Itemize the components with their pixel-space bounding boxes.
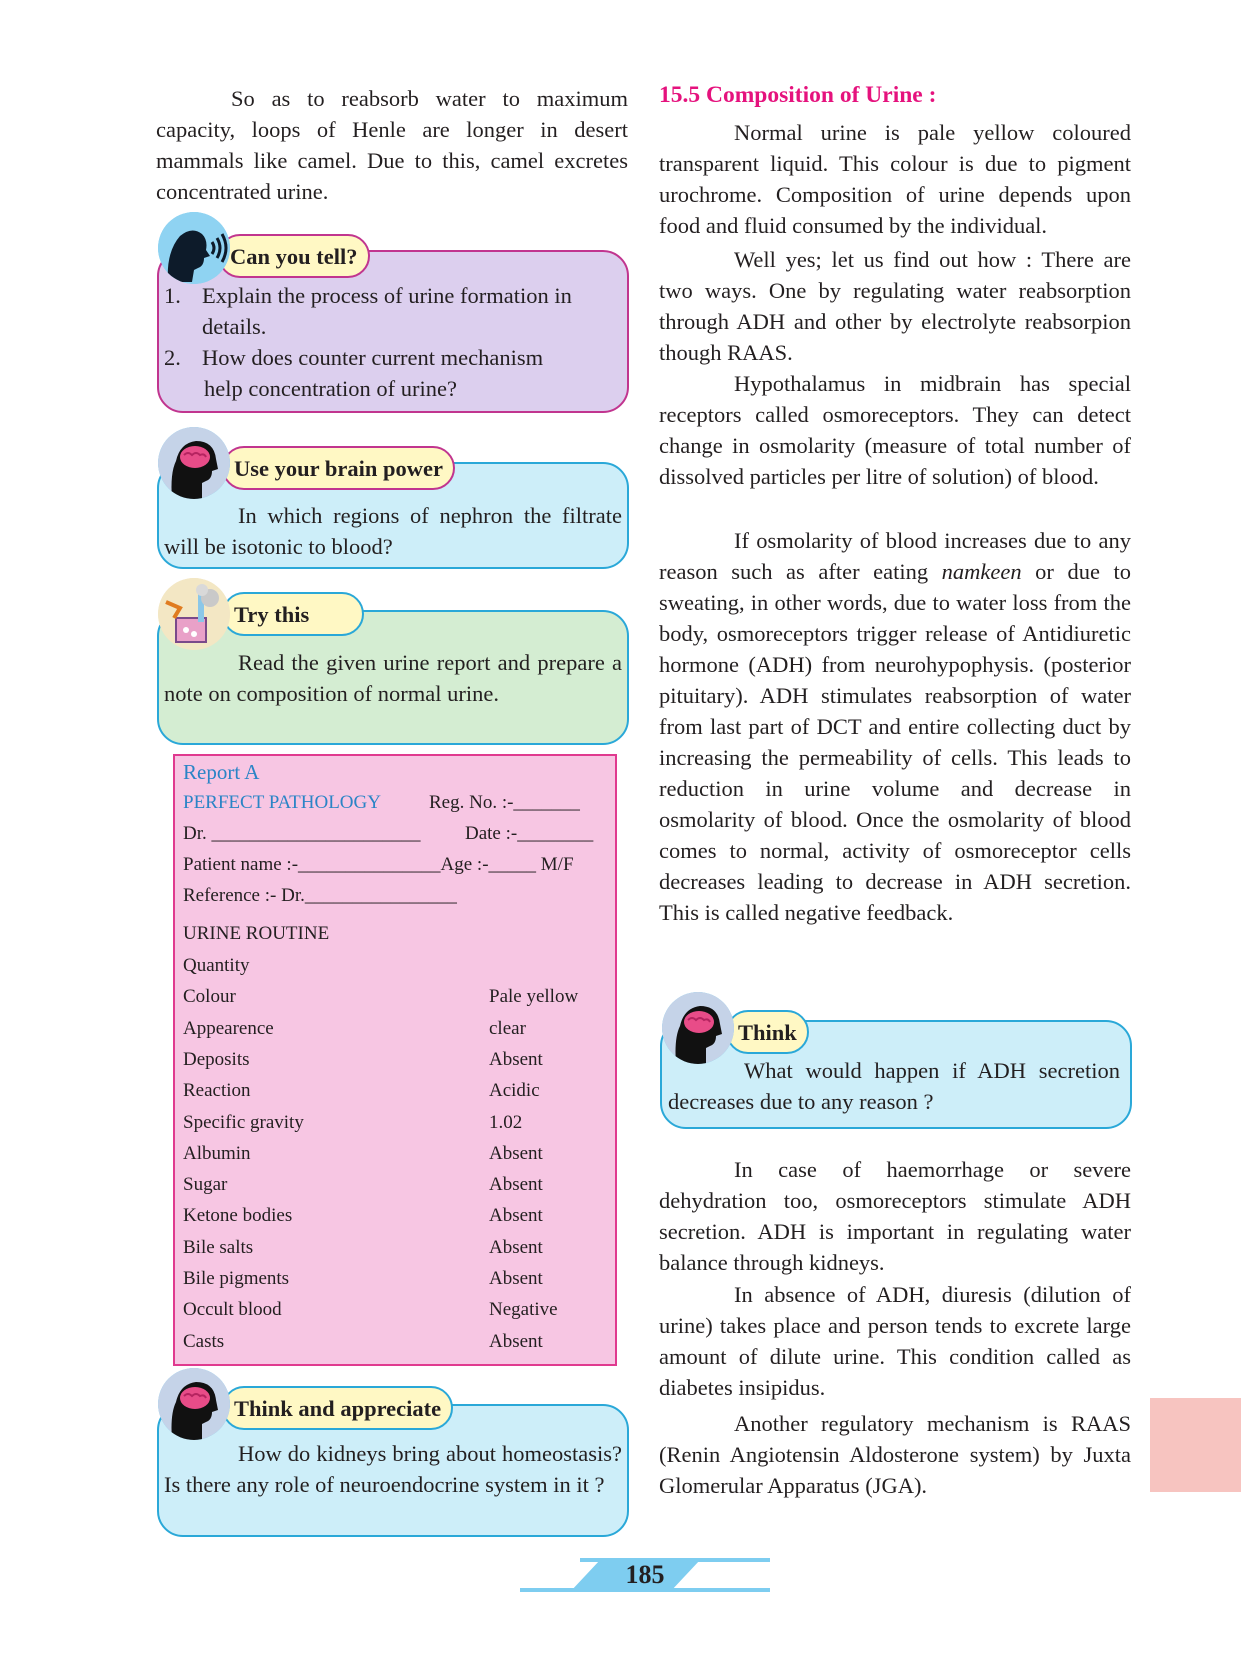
question-number: 2.: [164, 345, 181, 370]
report-row-value: Absent: [489, 1205, 543, 1227]
reference-line: Reference :- Dr.________________: [183, 885, 457, 906]
think-tab: [726, 1010, 809, 1054]
section-heading: 15.5 Composition of Urine :: [659, 82, 937, 108]
report-row-label: Quantity: [183, 955, 250, 976]
report-row-label: Specific gravity: [183, 1111, 304, 1133]
can-you-tell-tab: [218, 234, 370, 278]
report-row: [183, 1236, 607, 1260]
try-this-box: [157, 610, 629, 745]
report-row-label: Casts: [183, 1330, 225, 1352]
report-row: [183, 954, 607, 978]
brain-head-icon: [158, 1368, 230, 1440]
report-row-value: clear: [489, 1017, 526, 1039]
report-row-value: Absent: [489, 1142, 543, 1164]
try-this-tab: [222, 592, 364, 636]
report-row-label: Occult blood: [183, 1299, 282, 1321]
paragraph-text: If osmolarity of blood increases due to any reason such as after eating: [659, 528, 1131, 584]
doctor-line: Dr. ______________________: [183, 823, 421, 844]
report-row: [183, 1142, 607, 1166]
report-row-label: Ketone bodies: [183, 1205, 293, 1227]
page-number: 185: [625, 1560, 665, 1589]
speaking-head-icon: [158, 212, 230, 284]
brain-power-text: In which regions of nephron the filtrate will be isotonic to blood?: [164, 503, 622, 559]
report-row: [183, 1079, 607, 1103]
try-this-text: Read the given urine report and prepare a note on composition of normal urine.: [164, 650, 622, 706]
report-row: [183, 1173, 607, 1197]
science-experiment-icon: [158, 578, 230, 650]
question-number: 1.: [164, 283, 181, 308]
report-row-label: Bile pigments: [183, 1268, 290, 1289]
intro-paragraph: So as to reabsorb water to maximum capacity, loops of Henle are longer in desert mammals like camel. Due to this, camel excretes concentrated urine.: [156, 86, 628, 204]
report-row-value: Acidic: [489, 1080, 540, 1102]
think-appreciate-tab: [222, 1386, 453, 1430]
paragraph-text: or due to sweating, in other words, due to water loss from the body, osmoreceptors trigger release of Antidiuretic hormone (ADH) from neurohypophysis. (posterior pituitary). ADH stimulates reabsorption of water from last part of DCT and entire collecting duct by increasing the permeability of cells. This leads to reduction in urine volume and decrease in osmolarity of blood. Once the osmolarity of blood comes to normal, activity of osmoreceptor cells decreases leading to decrease in ADH secretion. This is called negative feedback.: [659, 559, 1131, 925]
report-row: [183, 1017, 607, 1041]
report-row: [183, 985, 607, 1009]
box-title: Use your brain power: [234, 456, 443, 481]
question-text: How does counter current mechanism: [202, 345, 544, 370]
question-text: Explain the process of urine formation in: [202, 283, 572, 308]
lab-name: PERFECT PATHOLOGY: [183, 792, 381, 813]
report-row-label: Bile salts: [183, 1236, 254, 1258]
patient-line: Patient name :-_______________Age :-_____ M/F: [183, 854, 574, 875]
box-title: Can you tell?: [230, 244, 358, 269]
report-row-value: Absent: [489, 1268, 543, 1289]
report-row-value: Absent: [489, 1174, 543, 1196]
paragraph: In case of haemorrhage or severe dehydration too, osmoreceptors stimulate ADH secretion. ADH is important in regulating water balance through kidneys.: [659, 1157, 1131, 1275]
box-title: Think and appreciate: [234, 1396, 442, 1421]
question-text: details.: [202, 314, 267, 339]
think-text: What would happen if ADH secretion decreases due to any reason ?: [668, 1058, 1120, 1114]
think-appreciate-text: How do kidneys bring about homeostasis? Is there any role of neuroendocrine system in it ?: [164, 1441, 622, 1497]
paragraph: Normal urine is pale yellow coloured transparent liquid. This colour is due to pigment urochrome. Composition of urine depends upon food and fluid consumed by the individual.: [659, 120, 1131, 238]
brain-head-icon: [158, 427, 230, 499]
box-title: Think: [738, 1020, 797, 1045]
report-row-value: Negative: [489, 1299, 558, 1321]
report-row-label: Colour: [183, 986, 236, 1008]
report-section-title: URINE ROUTINE: [183, 923, 330, 944]
paragraph: [659, 525, 1131, 928]
paragraph: In absence of ADH, diuresis (dilution of urine) takes place and person tends to excrete large amount of dilute urine. This condition called as diabetes insipidus.: [659, 1282, 1131, 1400]
report-row-value: Pale yellow: [489, 986, 579, 1008]
reg-no: Reg. No. :-_______: [429, 792, 580, 813]
brain-head-icon: [662, 992, 734, 1064]
question-text: help concentration of urine?: [204, 376, 458, 401]
italic-term: namkeen: [941, 559, 1022, 584]
chapter-side-tab: [1150, 1398, 1241, 1492]
report-row-label: Sugar: [183, 1174, 228, 1196]
report-row: [183, 1048, 607, 1072]
urine-report: [173, 754, 617, 1366]
paragraph: Hypothalamus in midbrain has special receptors called osmoreceptors. They can detect change in osmolarity (measure of total number of dissolved particles per litre of solution) of blood.: [659, 371, 1131, 489]
report-row: [183, 1298, 607, 1322]
report-row: [183, 1111, 607, 1135]
report-row-value: Absent: [489, 1236, 543, 1258]
date-line: Date :-________: [465, 823, 594, 844]
report-row-value: Absent: [489, 1048, 543, 1070]
report-row-value: 1.02: [489, 1111, 523, 1133]
box-title: Try this: [234, 602, 310, 627]
report-row-label: Deposits: [183, 1048, 250, 1070]
report-row-label: Appearence: [183, 1017, 274, 1039]
report-row-value: Absent: [489, 1330, 543, 1352]
report-title: Report A: [183, 760, 260, 784]
report-row-label: Reaction: [183, 1080, 251, 1102]
report-row: [183, 1204, 607, 1228]
brain-power-tab: [222, 446, 455, 490]
paragraph: Well yes; let us find out how : There are two ways. One by regulating water reabsorption through ADH and other by electrolyte reabsorpion though RAAS.: [659, 247, 1131, 365]
report-row-label: Albumin: [183, 1142, 251, 1164]
report-row: [183, 1330, 607, 1354]
report-row: [183, 1267, 607, 1291]
paragraph: Another regulatory mechanism is RAAS (Renin Angiotensin Aldosterone system) by Juxta Glomerular Apparatus (JGA).: [659, 1411, 1131, 1498]
